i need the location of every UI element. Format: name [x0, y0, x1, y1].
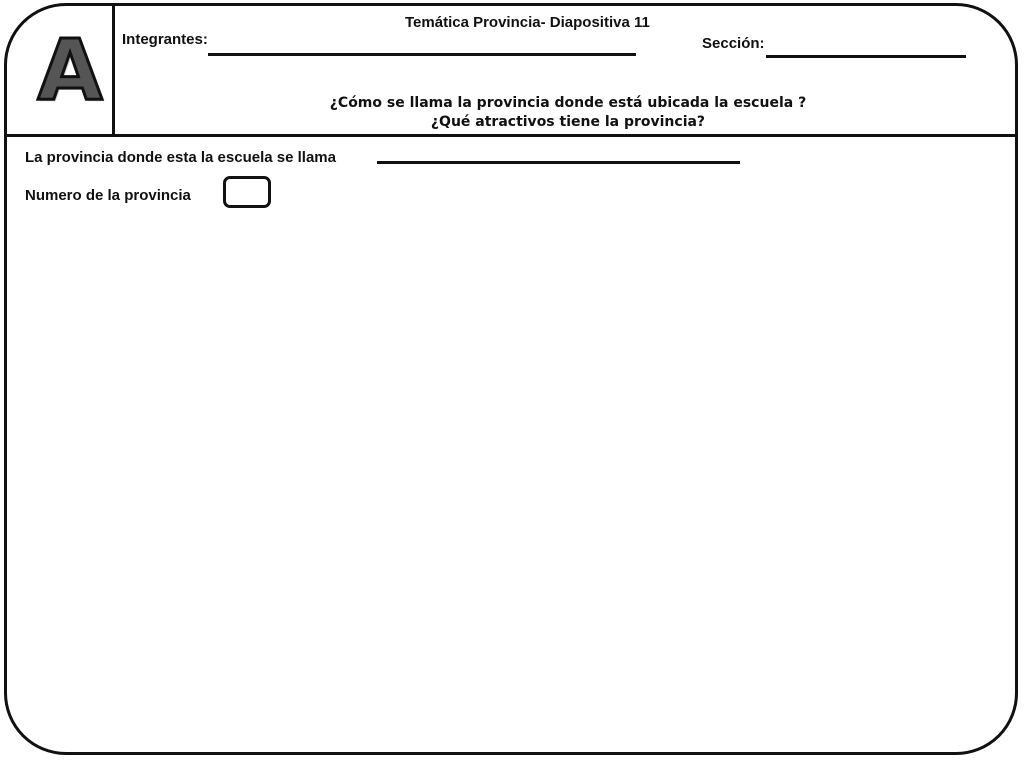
province-number-box[interactable] [223, 176, 271, 208]
seccion-answer-line[interactable] [766, 55, 966, 58]
worksheet-title: Temática Provincia- Diapositiva 11 [405, 14, 650, 31]
province-name-answer-line[interactable] [377, 161, 740, 164]
worksheet-frame [4, 3, 1018, 755]
question-province-name: ¿Cómo se llama la provincia donde está ubicada la escuela ? [329, 95, 807, 111]
seccion-label: Sección: [702, 35, 765, 52]
province-name-label: La provincia donde esta la escuela se llama [25, 149, 336, 166]
question-province-attractions: ¿Qué atractivos tiene la provincia? [430, 114, 706, 130]
logo-letter-a: A [37, 21, 103, 119]
integrantes-label: Integrantes: [122, 31, 208, 48]
province-number-label: Numero de la provincia [25, 187, 191, 204]
header-divider [7, 134, 1015, 137]
integrantes-answer-line[interactable] [208, 53, 636, 56]
